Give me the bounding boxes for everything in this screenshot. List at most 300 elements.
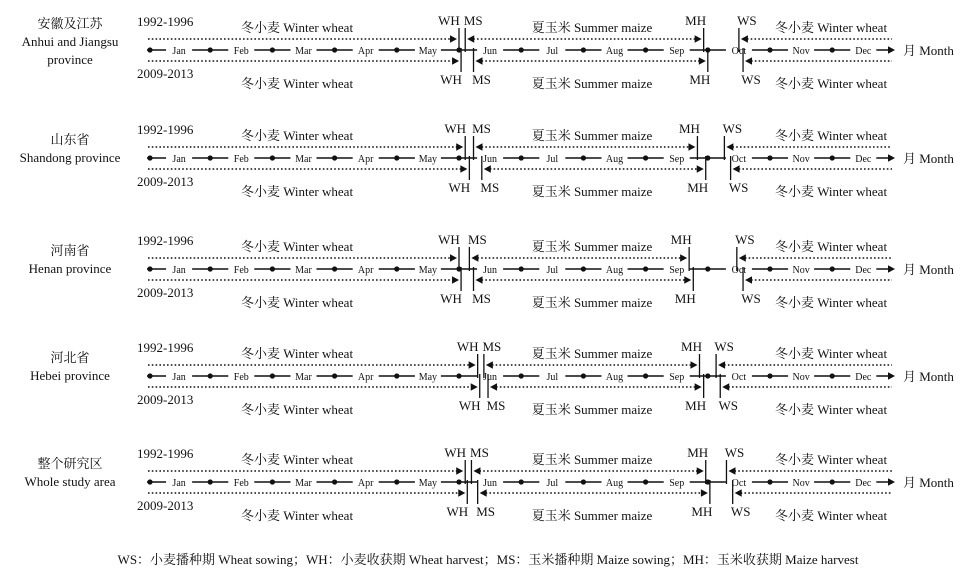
month-tick-dot [519,266,524,271]
month-tick-dot [332,155,337,160]
month-tick-dot [705,266,710,271]
summer-maize-line [471,254,687,262]
event-label-wh: WH [438,13,460,28]
arrow-head [680,254,687,262]
axis-unit-label: 月 Month [903,369,954,384]
month-label: Oct [731,154,747,165]
month-label: Jun [483,154,498,165]
month-tick-dot [456,479,461,484]
period-label-bottom: 2009-2013 [137,66,194,81]
region-label-line: 整个研究区 [37,456,103,471]
month-tick-dot [830,479,835,484]
period-top [148,232,892,271]
month-label: Feb [233,46,249,57]
month-label: Nov [792,46,810,57]
event-label-mh: MH [691,504,713,519]
event-label-ws: WS [722,121,743,136]
event-label-wh: WH [456,339,479,354]
arrow-head [699,57,706,65]
event-label-wh: WH [444,121,467,136]
arrow-head [745,57,752,65]
arrow-head [739,254,746,262]
arrow-head [718,361,725,369]
month-tick-dot [147,47,152,52]
month-tick-dot [767,266,772,271]
arrow-head [722,383,729,391]
crop-label-maize: 夏玉米 Summer maize [531,20,653,35]
month-tick-dot [830,266,835,271]
winter-wheat-line-late [735,489,892,497]
month-label: Jul [546,46,559,57]
month-tick-dot [147,479,152,484]
axis-unit-label: 月 Month [903,475,954,490]
crop-label-wheat-early: 冬小麦 Winter wheat [240,239,354,254]
event-label-ws: WS [728,180,749,195]
summer-maize-line [490,383,702,391]
crop-label-maize: 夏玉米 Summer maize [531,184,653,199]
summer-maize-line [486,361,698,369]
axis-unit-label: 月 Month [903,151,954,166]
month-tick-dot [581,155,586,160]
crop-label-wheat-late: 冬小麦 Winter wheat [774,402,888,417]
month-tick-dot [581,266,586,271]
arrow-head [484,165,491,173]
arrow-head [695,35,702,43]
arrow-head [888,265,895,273]
month-label: Aug [605,372,624,383]
crop-label-wheat-early: 冬小麦 Winter wheat [240,128,354,143]
period-bottom [148,48,892,91]
period-label-bottom: 2009-2013 [137,285,194,300]
region-label-line: 山东省 [50,132,90,147]
crop-label-wheat-late: 冬小麦 Winter wheat [774,184,888,199]
region-label-line: province [47,52,93,67]
event-label-mh: MH [681,339,702,354]
period-label-top: 1992-1996 [137,233,194,248]
month-label: May [418,372,438,383]
month-tick-dot [147,155,152,160]
event-label-ws: WS [741,291,761,306]
month-tick-dot [208,266,213,271]
arrow-head [452,276,459,284]
month-label: Apr [357,265,374,276]
month-tick-dot [456,373,461,378]
month-tick-dot [519,479,524,484]
month-label: Feb [233,372,249,383]
month-label: Jul [546,154,559,165]
event-label-ms: MS [472,72,491,87]
month-label: Apr [357,372,374,383]
month-tick-dot [208,47,213,52]
winter-wheat-line-early [148,467,463,475]
arrow-head [735,489,742,497]
arrow-head [688,143,695,151]
month-label: May [418,265,438,276]
arrow-head [684,276,691,284]
arrow-head [476,276,483,284]
period-top [148,13,892,52]
month-tick-dot [270,479,275,484]
crop-label-wheat-late: 冬小麦 Winter wheat [774,20,888,35]
month-tick-dot [394,155,399,160]
month-label: Mar [295,372,312,383]
month-label: Feb [233,265,249,276]
month-label: Apr [357,478,374,489]
crop-label-wheat-early: 冬小麦 Winter wheat [240,20,354,35]
region-hebei [30,339,954,417]
event-label-ms: MS [470,445,489,460]
arrow-head [728,467,735,475]
arrow-head [888,46,895,54]
month-label: Sep [669,154,685,165]
event-label-ws: WS [737,13,757,28]
crop-label-wheat-early: 冬小麦 Winter wheat [240,184,354,199]
month-label: Dec [855,154,872,165]
month-label: Jun [483,372,498,383]
winter-wheat-line-late [745,276,892,284]
month-label: Jan [172,154,186,165]
month-label: Sep [669,265,685,276]
period-label-bottom: 2009-2013 [137,392,194,407]
month-tick-dot [147,373,152,378]
event-label-wh: WH [458,398,481,413]
period-bottom [148,480,892,523]
crop-label-maize: 夏玉米 Summer maize [531,508,653,523]
region-label-line: Hebei province [30,368,110,383]
month-label: Feb [233,154,249,165]
month-label: Feb [233,478,249,489]
crop-label-wheat-early: 冬小麦 Winter wheat [240,295,354,310]
period-label-top: 1992-1996 [137,122,194,137]
winter-wheat-line-early [148,276,459,284]
crop-label-wheat-late: 冬小麦 Winter wheat [774,239,888,254]
month-label: Sep [669,46,685,57]
crop-label-wheat-early: 冬小麦 Winter wheat [240,346,354,361]
winter-wheat-line-early [148,489,465,497]
month-tick-dot [208,373,213,378]
month-label: Dec [855,478,872,489]
axis-unit-label: 月 Month [903,262,954,277]
month-tick-dot [643,479,648,484]
event-label-ms: MS [467,232,487,247]
crop-label-maize: 夏玉米 Summer maize [531,402,653,417]
summer-maize-line [484,165,704,173]
month-tick-dot [830,155,835,160]
summer-maize-line [476,143,696,151]
crop-label-wheat-early: 冬小麦 Winter wheat [240,508,354,523]
event-label-wh: WH [440,291,462,306]
month-label: Sep [669,372,685,383]
month-tick-dot [830,373,835,378]
month-label: Apr [357,46,374,57]
month-label: Jul [546,372,559,383]
month-tick-dot [208,479,213,484]
month-label: May [418,478,438,489]
winter-wheat-line-early [148,361,476,369]
winter-wheat-line-late [733,165,892,173]
month-tick-dot [767,155,772,160]
region-label-line: 河南省 [50,243,90,258]
month-label: Oct [731,478,747,489]
period-label-top: 1992-1996 [137,446,194,461]
winter-wheat-line-early [148,165,467,173]
arrow-head [701,489,708,497]
month-tick-dot [705,373,710,378]
region-anhui_jiangsu [22,13,955,91]
period-top [148,445,892,484]
event-label-mh: MH [689,72,711,87]
arrow-head [469,361,476,369]
month-label: Mar [295,478,312,489]
month-label: May [418,154,438,165]
arrow-head [471,254,478,262]
crop-label-wheat-early: 冬小麦 Winter wheat [240,452,354,467]
event-label-ws: WS [735,232,755,247]
winter-wheat-line-late [726,143,892,151]
month-tick-dot [519,47,524,52]
region-label-line: 安徽及江苏 [37,16,103,31]
period-bottom [148,267,892,310]
arrow-head [460,165,467,173]
month-label: Jun [483,478,498,489]
winter-wheat-line-late [728,467,892,475]
region-label-line: Whole study area [24,474,116,489]
month-label: Jan [172,478,186,489]
event-label-mh: MH [685,398,707,413]
arrow-head [473,467,480,475]
month-label: Aug [605,265,624,276]
month-tick-dot [332,373,337,378]
event-label-wh: WH [440,72,462,87]
month-tick-dot [270,47,275,52]
event-label-wh: WH [438,232,460,247]
event-label-ws: WS [730,504,751,519]
winter-wheat-line-late [718,361,892,369]
period-label-top: 1992-1996 [137,14,194,29]
crop-label-maize: 夏玉米 Summer maize [531,346,653,361]
month-label: Nov [792,478,810,489]
crop-label-wheat-late: 冬小麦 Winter wheat [774,508,888,523]
crop-label-maize: 夏玉米 Summer maize [531,239,653,254]
month-label: Jan [172,46,186,57]
period-top [148,339,892,378]
summer-maize-line [476,57,706,65]
crop-label-maize: 夏玉米 Summer maize [531,128,653,143]
event-label-wh: WH [444,445,467,460]
month-tick-dot [456,155,461,160]
month-label: Dec [855,46,872,57]
month-tick-dot [147,266,152,271]
month-tick-dot [581,373,586,378]
arrow-head [476,143,483,151]
arrow-head [695,383,702,391]
month-tick-dot [394,479,399,484]
month-label: Aug [605,154,624,165]
event-label-ms: MS [472,121,491,136]
month-label: Mar [295,154,312,165]
event-label-ws: WS [714,339,734,354]
crop-label-wheat-late: 冬小麦 Winter wheat [774,128,888,143]
event-label-ms: MS [480,180,500,195]
period-bottom [148,156,892,199]
month-label: Jun [483,265,498,276]
arrow-head [458,489,465,497]
summer-maize-line [473,467,703,475]
arrow-head [697,165,704,173]
month-tick-dot [519,373,524,378]
arrow-head [476,57,483,65]
month-tick-dot [270,266,275,271]
month-label: May [418,46,438,57]
month-tick-dot [643,155,648,160]
period-top [148,121,892,160]
event-label-ms: MS [463,13,483,28]
month-label: Nov [792,372,810,383]
arrow-head [471,383,478,391]
event-label-ws: WS [718,398,738,413]
event-label-mh: MH [670,232,692,247]
region-label-line: Anhui and Jiangsu [21,34,119,49]
region-whole [25,445,955,523]
region-henan [29,232,955,310]
crop-label-wheat-late: 冬小麦 Winter wheat [774,295,888,310]
month-tick-dot [643,47,648,52]
winter-wheat-line-late [745,57,892,65]
arrow-head [745,276,752,284]
arrow-head [888,372,895,380]
month-tick-dot [332,47,337,52]
crop-label-wheat-early: 冬小麦 Winter wheat [240,402,354,417]
summer-maize-line [480,489,708,497]
month-tick-dot [581,479,586,484]
month-label: Jan [172,265,186,276]
event-label-ws: WS [724,445,745,460]
month-tick-dot [332,479,337,484]
arrow-head [733,165,740,173]
arrow-head [888,478,895,486]
month-label: Apr [357,154,374,165]
month-label: Jul [546,265,559,276]
period-label-bottom: 2009-2013 [137,498,194,513]
arrow-head [456,143,463,151]
month-tick-dot [643,266,648,271]
region-label-line: Shandong province [19,150,121,165]
crop-label-maize: 夏玉米 Summer maize [531,295,653,310]
winter-wheat-line-early [148,254,457,262]
month-label: Oct [731,372,747,383]
event-label-mh: MH [678,121,700,136]
month-label: Jun [483,46,498,57]
arrow-head [450,254,457,262]
month-tick-dot [767,479,772,484]
crop-label-wheat-late: 冬小麦 Winter wheat [774,452,888,467]
month-label: Oct [731,265,747,276]
event-label-mh: MH [687,180,709,195]
event-label-mh: MH [685,13,707,28]
event-label-ms: MS [472,291,491,306]
month-label: Jan [172,372,186,383]
period-label-bottom: 2009-2013 [137,174,194,189]
event-label-wh: WH [448,180,471,195]
winter-wheat-line-early [148,143,463,151]
period-label-top: 1992-1996 [137,340,194,355]
arrow-head [888,154,895,162]
arrow-head [490,383,497,391]
event-label-ms: MS [476,504,496,519]
arrow-head [450,35,457,43]
month-tick-dot [394,47,399,52]
event-label-mh: MH [674,291,696,306]
month-tick-dot [767,47,772,52]
region-shandong [20,121,955,199]
arrow-head [467,35,474,43]
month-tick-dot [581,47,586,52]
event-label-ms: MS [482,339,502,354]
month-tick-dot [332,266,337,271]
event-label-ms: MS [486,398,506,413]
summer-maize-line [467,35,701,43]
crop-label-maize: 夏玉米 Summer maize [531,452,653,467]
month-tick-dot [270,373,275,378]
month-label: Sep [669,478,685,489]
month-tick-dot [208,155,213,160]
winter-wheat-line-late [739,254,892,262]
month-tick-dot [767,373,772,378]
month-tick-dot [519,155,524,160]
month-label: Dec [855,265,872,276]
month-label: Oct [731,46,747,57]
region-label-line: Henan province [28,261,112,276]
summer-maize-line [476,276,692,284]
month-label: Mar [295,46,312,57]
arrow-head [741,35,748,43]
crop-label-wheat-late: 冬小麦 Winter wheat [774,76,888,91]
legend: WS：小麦播种期 Wheat sowing；WH：小麦收获期 Wheat harvest；MS：玉米播种期 Maize sowing；MH：玉米收获期 Maize harvest [117,552,859,567]
arrow-head [452,57,459,65]
month-label: Nov [792,154,810,165]
month-label: Jul [546,478,559,489]
winter-wheat-line-early [148,35,457,43]
arrow-head [691,361,698,369]
month-label: Aug [605,46,624,57]
arrow-head [456,467,463,475]
month-tick-dot [270,155,275,160]
crop-label-wheat-early: 冬小麦 Winter wheat [240,76,354,91]
arrow-head [480,489,487,497]
month-tick-dot [394,266,399,271]
region-label-line: 河北省 [50,350,90,365]
month-label: Mar [295,265,312,276]
arrow-head [486,361,493,369]
event-label-wh: WH [446,504,469,519]
axis-unit-label: 月 Month [903,43,954,58]
month-tick-dot [394,373,399,378]
crop-label-wheat-late: 冬小麦 Winter wheat [774,346,888,361]
winter-wheat-line-early [148,57,459,65]
crop-label-maize: 夏玉米 Summer maize [531,76,653,91]
event-label-mh: MH [687,445,709,460]
winter-wheat-line-late [722,383,892,391]
event-label-ws: WS [741,72,761,87]
winter-wheat-line-late [741,35,892,43]
winter-wheat-line-early [148,383,478,391]
month-label: Aug [605,478,624,489]
month-tick-dot [830,47,835,52]
month-label: Nov [792,265,810,276]
month-tick-dot [643,373,648,378]
arrow-head [697,467,704,475]
period-bottom [148,374,892,417]
